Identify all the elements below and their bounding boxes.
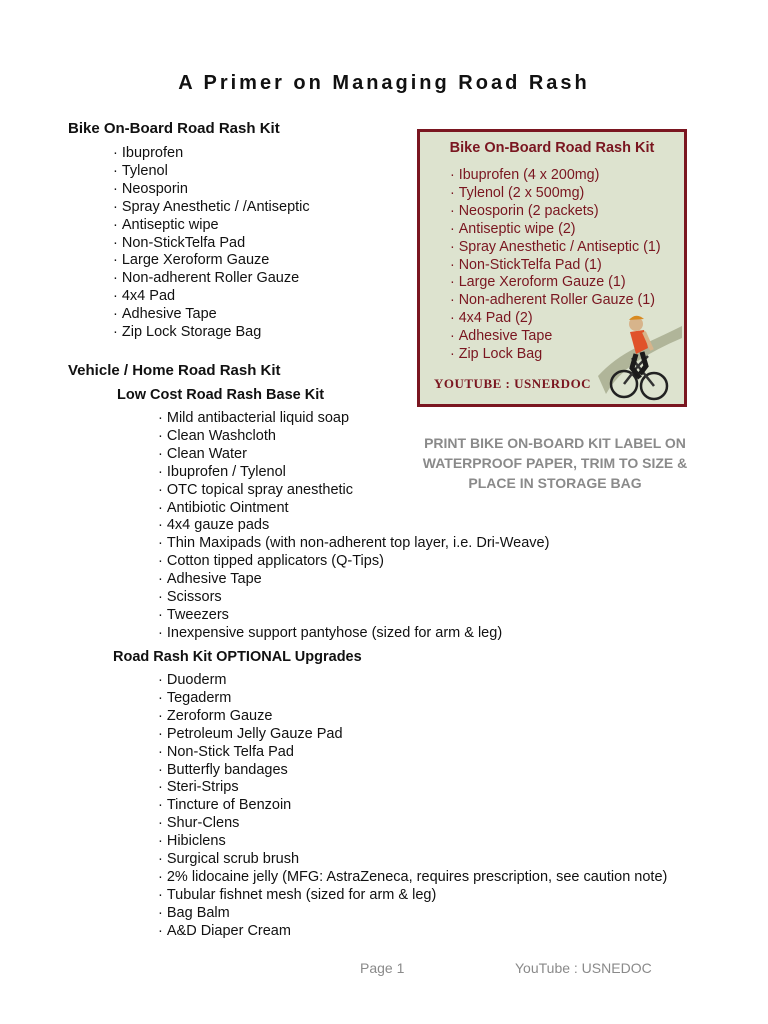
bike-kit-item: · Large Xeroform Gauze [113, 252, 310, 270]
kit-label-item: · Neosporin (2 packets) [450, 203, 661, 221]
optional-kit-item: · Tegaderm [158, 690, 667, 708]
base-kit-item: · Ibuprofen / Tylenol [158, 464, 549, 482]
bike-kit-item: · Adhesive Tape [113, 306, 310, 324]
optional-kit-item: · Butterfly bandages [158, 762, 667, 780]
bike-kit-item: · Non-adherent Roller Gauze [113, 270, 310, 288]
base-kit-item: · OTC topical spray anesthetic [158, 482, 549, 500]
base-kit-item: · Antibiotic Ointment [158, 500, 549, 518]
kit-label-item: · Tylenol (2 x 500mg) [450, 185, 661, 203]
kit-label-heading: Bike On-Board Road Rash Kit [449, 140, 655, 156]
base-kit-heading: Low Cost Road Rash Base Kit [117, 387, 325, 403]
optional-kit-item: · Tincture of Benzoin [158, 797, 667, 815]
kit-label-item: · Non-adherent Roller Gauze (1) [450, 292, 661, 310]
base-kit-item: · 4x4 gauze pads [158, 517, 549, 535]
kit-label-item: · Large Xeroform Gauze (1) [450, 274, 661, 292]
base-kit-item: · Clean Water [158, 446, 549, 464]
base-kit-item: · Scissors [158, 589, 549, 607]
bike-kit-item: · Spray Anesthetic / /Antiseptic [113, 199, 310, 217]
cyclist-icon [596, 304, 682, 404]
base-kit-item: · Mild antibacterial liquid soap [158, 410, 549, 428]
page-title: A Primer on Managing Road Rash [178, 72, 590, 94]
optional-kit-item: · Bag Balm [158, 905, 667, 923]
kit-label-item: · Spray Anesthetic / Antiseptic (1) [450, 239, 661, 257]
footer-youtube: YouTube : USNEDOC [515, 960, 652, 976]
vehicle-kit-heading: Vehicle / Home Road Rash Kit [68, 362, 281, 379]
optional-kit-item: · Petroleum Jelly Gauze Pad [158, 726, 667, 744]
optional-kit-item: · Shur-Clens [158, 815, 667, 833]
bike-kit-item: · 4x4 Pad [113, 288, 310, 306]
optional-kit-item: · Non-Stick Telfa Pad [158, 744, 667, 762]
bike-kit-list [113, 145, 310, 342]
kit-label-item: · 4x4 Pad (2) [450, 310, 661, 328]
base-kit-item: · Cotton tipped applicators (Q-Tips) [158, 553, 549, 571]
bike-kit-heading: Bike On-Board Road Rash Kit [68, 120, 280, 137]
optional-kit-item: · Hibiclens [158, 833, 667, 851]
bike-kit-item: · Non-StickTelfa Pad [113, 235, 310, 253]
print-note: PRINT BIKE ON-BOARD KIT LABEL ON WATERPROOF PAPER, TRIM TO SIZE & PLACE IN STORAGE BAG [422, 435, 688, 491]
optional-kit-list [158, 672, 667, 941]
bike-kit-item: · Antiseptic wipe [113, 217, 310, 235]
optional-kit-item: · Tubular fishnet mesh (sized for arm & leg) [158, 887, 667, 905]
optional-kit-heading: Road Rash Kit OPTIONAL Upgrades [113, 649, 362, 665]
optional-kit-item: · Surgical scrub brush [158, 851, 667, 869]
base-kit-item: · Adhesive Tape [158, 571, 549, 589]
base-kit-list [158, 410, 549, 643]
optional-kit-item: · A&D Diaper Cream [158, 923, 667, 941]
footer-page-number: Page 1 [360, 960, 405, 976]
optional-kit-item: · Zeroform Gauze [158, 708, 667, 726]
base-kit-item: · Tweezers [158, 607, 549, 625]
kit-label-footer: YOUTUBE : USNERDOC [434, 376, 592, 391]
bike-kit-item: · Ibuprofen [113, 145, 310, 163]
bike-kit-item: · Neosporin [113, 181, 310, 199]
kit-label-item: · Ibuprofen (4 x 200mg) [450, 167, 661, 185]
kit-label-item: · Zip Lock Bag [450, 346, 661, 364]
kit-label-item: · Non-StickTelfa Pad (1) [450, 257, 661, 275]
bike-kit-item: · Zip Lock Storage Bag [113, 324, 310, 342]
kit-label-box [417, 129, 687, 407]
kit-label-item: · Adhesive Tape [450, 328, 661, 346]
bike-kit-item: · Tylenol [113, 163, 310, 181]
optional-kit-item: · Steri-Strips [158, 779, 667, 797]
base-kit-item: · Thin Maxipads (with non-adherent top layer, i.e. Dri-Weave) [158, 535, 549, 553]
base-kit-item: · Inexpensive support pantyhose (sized for arm & leg) [158, 625, 549, 643]
optional-kit-item: · Duoderm [158, 672, 667, 690]
kit-label-item: · Antiseptic wipe (2) [450, 221, 661, 239]
base-kit-item: · Clean Washcloth [158, 428, 549, 446]
optional-kit-item: · 2% lidocaine jelly (MFG: AstraZeneca, requires prescription, see caution note) [158, 869, 667, 887]
